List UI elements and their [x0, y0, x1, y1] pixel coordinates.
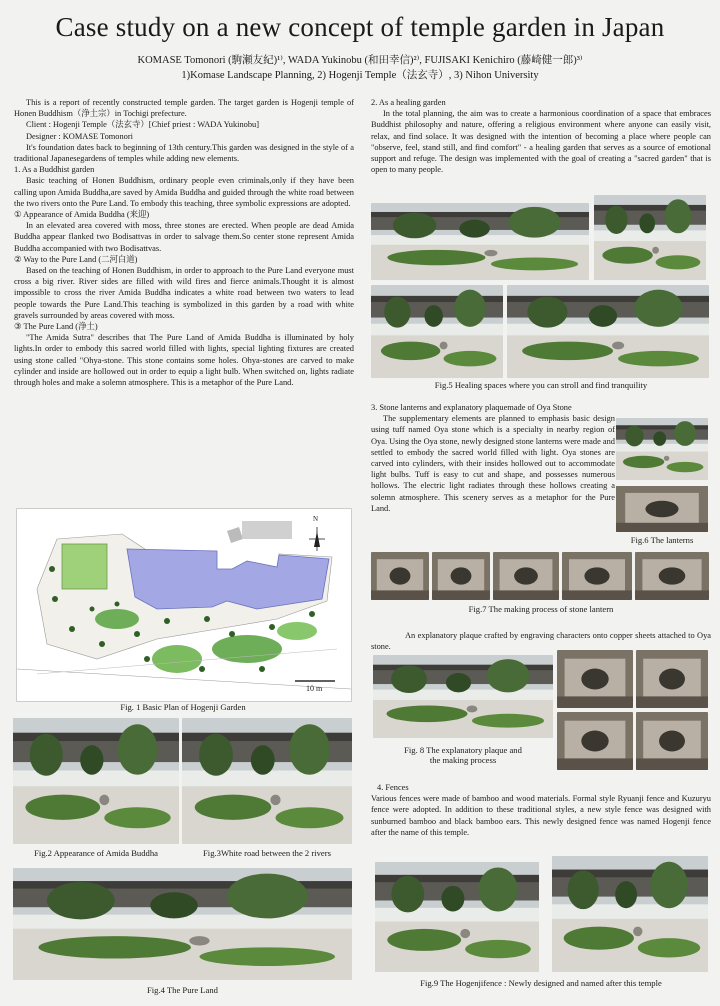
client-line: Client : Hogenji Temple（法玄寺）[Chief priest : WADA Yukinobu]	[26, 120, 260, 130]
healing-photo-1	[371, 203, 589, 280]
fences-paragraph: Various fences were made of bamboo and wood materials. Formal style Ryuanji fence and Kuzuryu fence were adopted. In addition to these traditional styles, a new style fence was designed with sunburned bamboo and black bamboo ears. This newly designed fence was named Hogenji fence after the name of this temple.	[371, 794, 711, 837]
figure-7-caption: Fig.7 The making process of stone lantern	[468, 604, 614, 614]
amida-photo	[13, 718, 179, 844]
figure-8-caption-line-2: the making process	[429, 755, 497, 765]
plaque-paragraph: An explanatory plaque crafted by engraving characters onto copper sheets attached to Oya stone.	[371, 631, 711, 652]
section-heading-3: 3. Stone lanterns and explanatory plaquemade of Oya Stone	[371, 403, 572, 412]
left-column-text	[14, 97, 354, 388]
subsection-heading-2: ② Way to the Pure Land (二河白道)	[14, 254, 138, 264]
making-step-2	[432, 552, 490, 600]
healing-photo-3	[371, 285, 503, 378]
fence-photo-1	[375, 862, 539, 972]
section-heading-1: 1. As a Buddhist garden	[14, 165, 95, 175]
amida-paragraph: In an elevated area covered with moss, three stones are erected. When people are dead Amida Buddha appear flanked two Bodisattvas in order to salvage them.So center stone represent Amida Buddha accompanied with two Bodisattvas.	[14, 221, 354, 253]
healing-section	[371, 97, 711, 175]
lantern-photo-2	[616, 486, 708, 532]
figure-9-caption: Fig.9 The Hogenjifence : Newly designed and named after this temple	[420, 978, 662, 988]
section-heading-2: 2. As a healing garden	[371, 98, 446, 107]
making-step-3	[493, 552, 559, 600]
designer-line: Designer : KOMASE Tomonori	[26, 131, 133, 141]
healing-photo-2	[594, 195, 706, 280]
section-heading-4: 4. Fences	[377, 783, 409, 792]
making-step-5	[635, 552, 709, 600]
making-step-4	[562, 552, 632, 600]
lantern-photo-1	[616, 418, 708, 480]
intro-paragraph: This is a report of recently constructed temple garden. The target garden is Hogenji temple of Honen Buddhism（浄土宗）in Tochigi prefecture.	[14, 98, 354, 119]
pure-land-photo	[13, 868, 352, 980]
buddhist-garden-paragraph: Basic teaching of Honen Buddhism, ordinary people even criminals,only if they have been calling upon Amida Buddha,are saved by Amida Buddha and guided through the white road between the two rivers onto the Pure Land. To embody this teaching, three symbolic expressions are adopted.	[14, 176, 354, 208]
north-arrow-label: N	[313, 515, 319, 523]
plaque-photo	[373, 655, 553, 738]
foundation-paragraph: It's foundation dates back to beginning of 13th century.This garden was designed in the style of a traditional Japanesegardens of temples while adding new elements.	[14, 142, 354, 164]
figure-1-caption: Fig. 1 Basic Plan of Hogenji Garden	[120, 702, 246, 712]
plaque-making-4	[636, 712, 708, 770]
healing-paragraph: In the total planning, the aim was to create a harmonious coordination of a space that embraces Buddhist philosophy and nature, offering a religious environment where anyone can easily visit, relax, and find solace. It was designed with the intention of becoming a place where people can "observe, feel, stand still, and find comfort" - a healing garden that serves as a source of emotional support and refuge. The design was implemented with the goal of creating a "sacred garden" that is open to many people.	[371, 109, 711, 175]
fence-photo-2	[552, 856, 708, 972]
plaque-making-3	[557, 712, 633, 770]
subsection-heading-3: ③ The Pure Land (浄土)	[14, 322, 98, 332]
pure-land-paragraph: "The Amida Sutra" describes that The Pure Land of Amida Buddha is illuminated by holy lights.In order to embody this sacred world filled with lights, special lighting fixtures are created using stone called "Ohya-stone. This stone contains some holes. Ohya-stones are carved to make cylinder and inside are hollowed out in order to equip a light bulb. When switched on, lights radiate through holes and make a solemn atmosphere. This is a metaphor of the Pure Land.	[14, 333, 354, 388]
figure-6-caption: Fig.6 The lanterns	[630, 535, 694, 545]
figure-3-caption: Fig.3White road between the 2 rivers	[203, 848, 331, 858]
scale-bar-label: 10 m	[306, 684, 323, 693]
plaque-making-2	[636, 650, 708, 708]
subsection-heading-1: ① Appearance of Amida Buddha (来迎)	[14, 210, 150, 220]
figure-8-caption	[373, 745, 553, 765]
way-paragraph: Based on the teaching of Honen Buddhism, in order to approach to the Pure Land everyone must cross a big river. River sides are filled with wild fires and fierce animals.Thought it is almost impossible to cross the river Amida Buddha indicates a white road between two waters to lead people towards the Pure Land.This teaching is symbolized in this garden by a road with white gravels surrounded by areas covered with moss.	[14, 266, 354, 320]
healing-photo-4	[507, 285, 709, 378]
page-title: Case study on a new concept of temple garden in Japan	[55, 12, 665, 42]
affiliations-line: 1)Komase Landscape Planning, 2) Hogenji Temple（法玄寺）, 3) Nihon University	[181, 70, 539, 81]
figure-8-caption-line-1: Fig. 8 The explanatory plaque and	[404, 745, 522, 755]
plaque-making-1	[557, 650, 633, 708]
figure-5-caption: Fig.5 Healing spaces where you can stroll and find tranquility	[434, 380, 648, 390]
lantern-section	[371, 402, 615, 514]
garden-plan-figure	[16, 508, 352, 702]
authors-line: KOMASE Tomonori (駒瀬友紀)¹⁾, WADA Yukinobu (和田幸信)²⁾, FUJISAKI Kenichiro (藤崎健一郎)³⁾	[137, 55, 583, 66]
figure-4-caption: Fig.4 The Pure Land	[147, 985, 218, 995]
figure-2-caption: Fig.2 Appearance of Amida Buddha	[34, 848, 158, 858]
making-step-1	[371, 552, 429, 600]
white-road-photo	[182, 718, 352, 844]
lantern-paragraph: The supplementary elements are planned to emphasis basic design using tuff named Oya stone which is a specialty in nearby region of Oya. Using the Oya stone, newly designed stone lanterns were made and settled to embody the sacred world filled with light. Oya stones are carved into cylinders, with their insides hollowed out to accommodate light bulbs. Tuff is easy to cut and shape, and possesses numerous hollows. The electric light radiates through these hollows creating a solemn atmosphere. This scenery serves as a metaphor for the Pure Land.	[371, 414, 615, 513]
fences-section	[371, 782, 711, 838]
